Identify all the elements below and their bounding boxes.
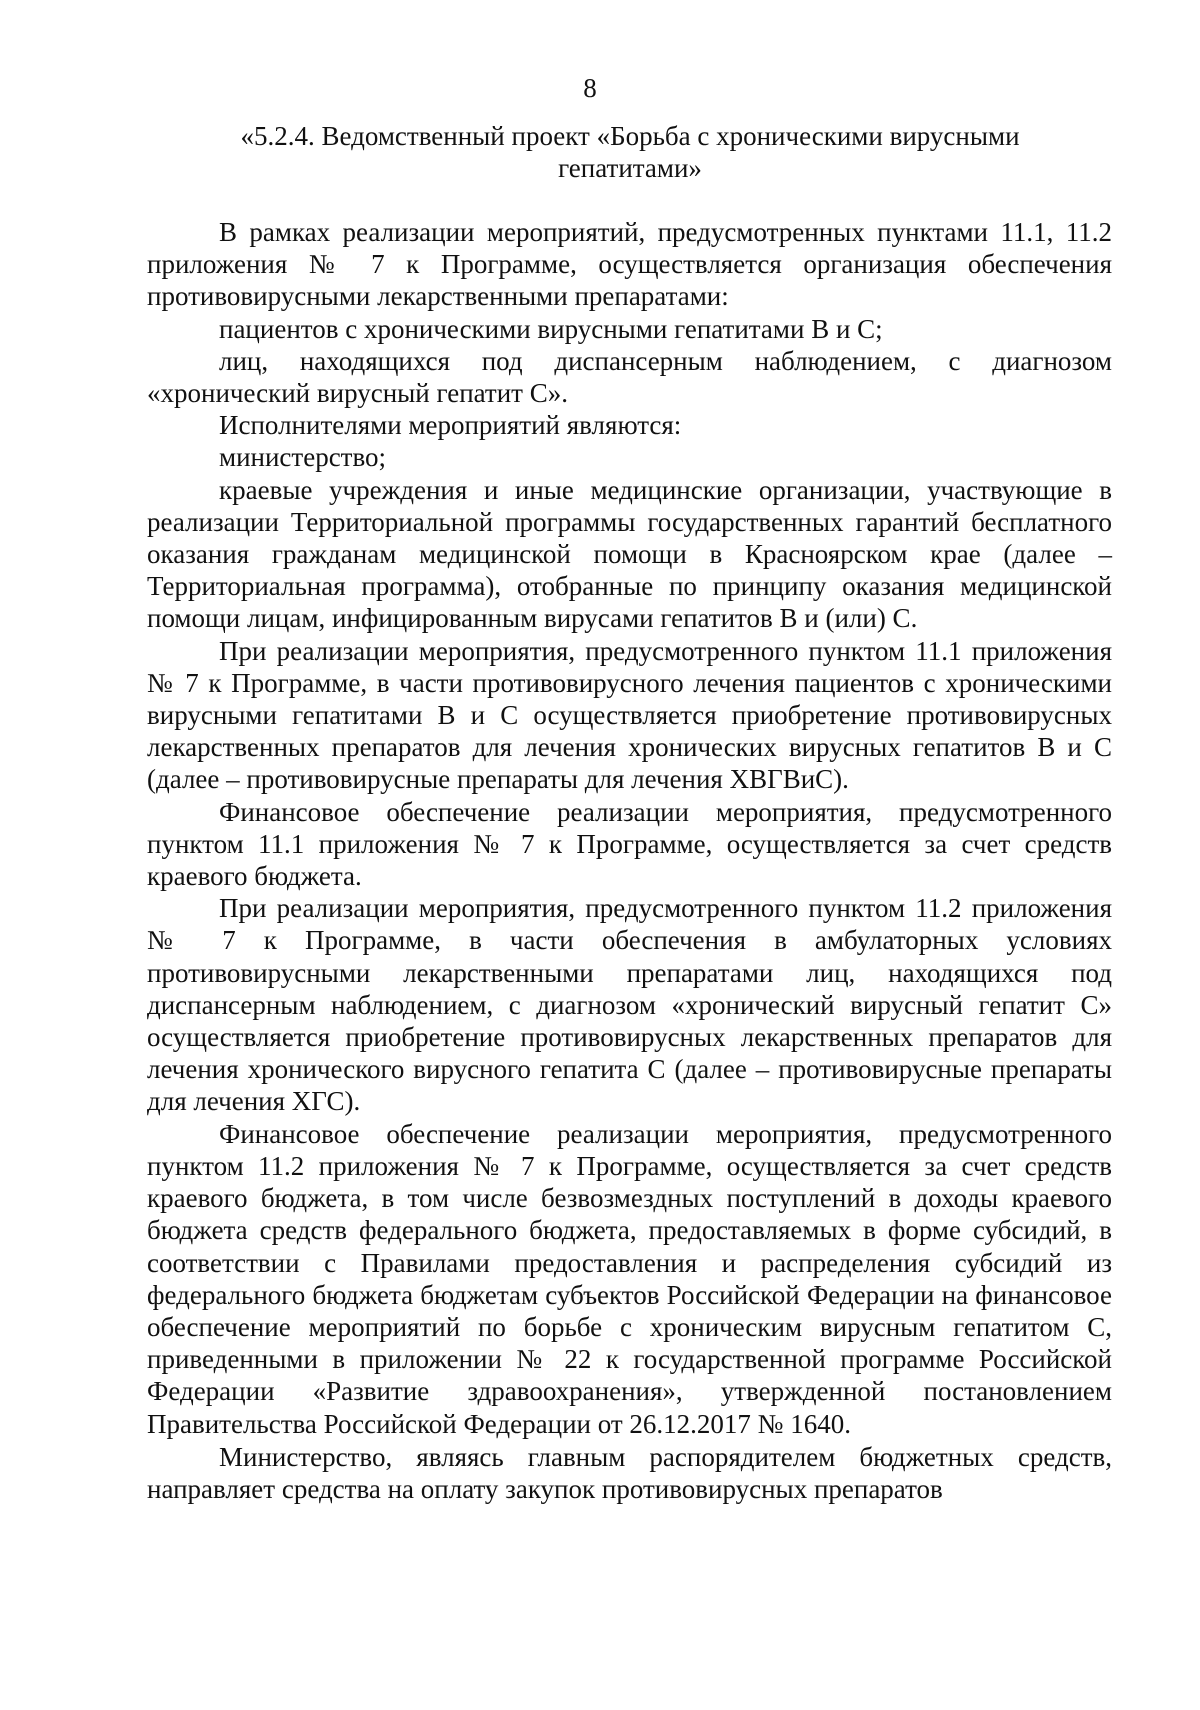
section-heading-line-2: гепатитами»: [558, 153, 702, 183]
paragraph-item-11-1: При реализации мероприятия, предусмотренного пунктом 11.1 приложения № 7 к Программе, в части противовирусного лечения пациентов с хроническими вирусными гепатитами В и С осуществляется приобретение противовирусных лекарственных препаратов для лечения хронических вирусных гепатитов В и С (далее – противовирусные препараты для лечения ХВГВиС).: [147, 635, 1112, 795]
paragraph-funding-11-1: Финансовое обеспечение реализации мероприятия, предусмотренного пунктом 11.1 приложения № 7 к Программе, осуществляется за счет средств краевого бюджета.: [147, 796, 1112, 892]
paragraph-institutions: краевые учреждения и иные медицинские организации, участвующие в реализации Территориальной программы государственных гарантий бесплатного оказания гражданам медицинской помощи в Красноярском крае (далее – Территориальная программа), отобранные по принципу оказания медицинской помощи лицам, инфицированным вирусами гепатитов В и (или) С.: [147, 474, 1112, 634]
paragraph-patients: пациентов с хроническими вирусными гепатитами В и С;: [219, 313, 883, 344]
page-number: 8: [583, 73, 597, 103]
section-heading-line-1: «5.2.4. Ведомственный проект «Борьба с хроническими вирусными: [240, 121, 1020, 151]
paragraph-executors-title: Исполнителями мероприятий являются:: [219, 410, 682, 441]
paragraph-item-11-2: При реализации мероприятия, предусмотренного пунктом 11.2 приложения № 7 к Программе, в части обеспечения в амбулаторных условиях противовирусными лекарственными препаратами лиц, находящихся под диспансерным наблюдением, с диагнозом «хронический вирусный гепатит С» осуществляется приобретение противовирусных лекарственных препаратов для лечения хронического вирусного гепатита С (далее – противовирусные препараты для лечения ХГС).: [147, 893, 1112, 1117]
paragraph-intro: В рамках реализации мероприятий, предусмотренных пунктами 11.1, 11.2 приложения № 7 к Программе, осуществляется организация обеспечения противовирусными лекарственными препаратами:: [147, 217, 1112, 312]
document-body: [147, 216, 1112, 1505]
section-heading: [160, 120, 1100, 184]
paragraph-persons: лиц, находящихся под диспансерным наблюдением, с диагнозом «хронический вирусный гепатит С».: [147, 345, 1112, 409]
paragraph-funding-11-2: Финансовое обеспечение реализации мероприятия, предусмотренного пунктом 11.2 приложения № 7 к Программе, осуществляется за счет средств краевого бюджета, в том числе безвозмездных поступлений в доходы краевого бюджета средств федерального бюджета, предоставляемых в форме субсидий, в соответствии с Правилами предоставления и распределения субсидий из федерального бюджета бюджетам субъектов Российской Федерации на финансовое обеспечение мероприятий по борьбе с хроническим вирусным гепатитом С, приведенными в приложении № 22 к государственной программе Российской Федерации «Развитие здравоохранения», утвержденной постановлением Правительства Российской Федерации от 26.12.2017 № 1640.: [147, 1118, 1112, 1439]
paragraph-ministry: министерство;: [219, 442, 387, 473]
paragraph-ministry-role: Министерство, являясь главным распорядителем бюджетных средств, направляет средства на оплату закупок противовирусных препаратов: [147, 1441, 1112, 1504]
